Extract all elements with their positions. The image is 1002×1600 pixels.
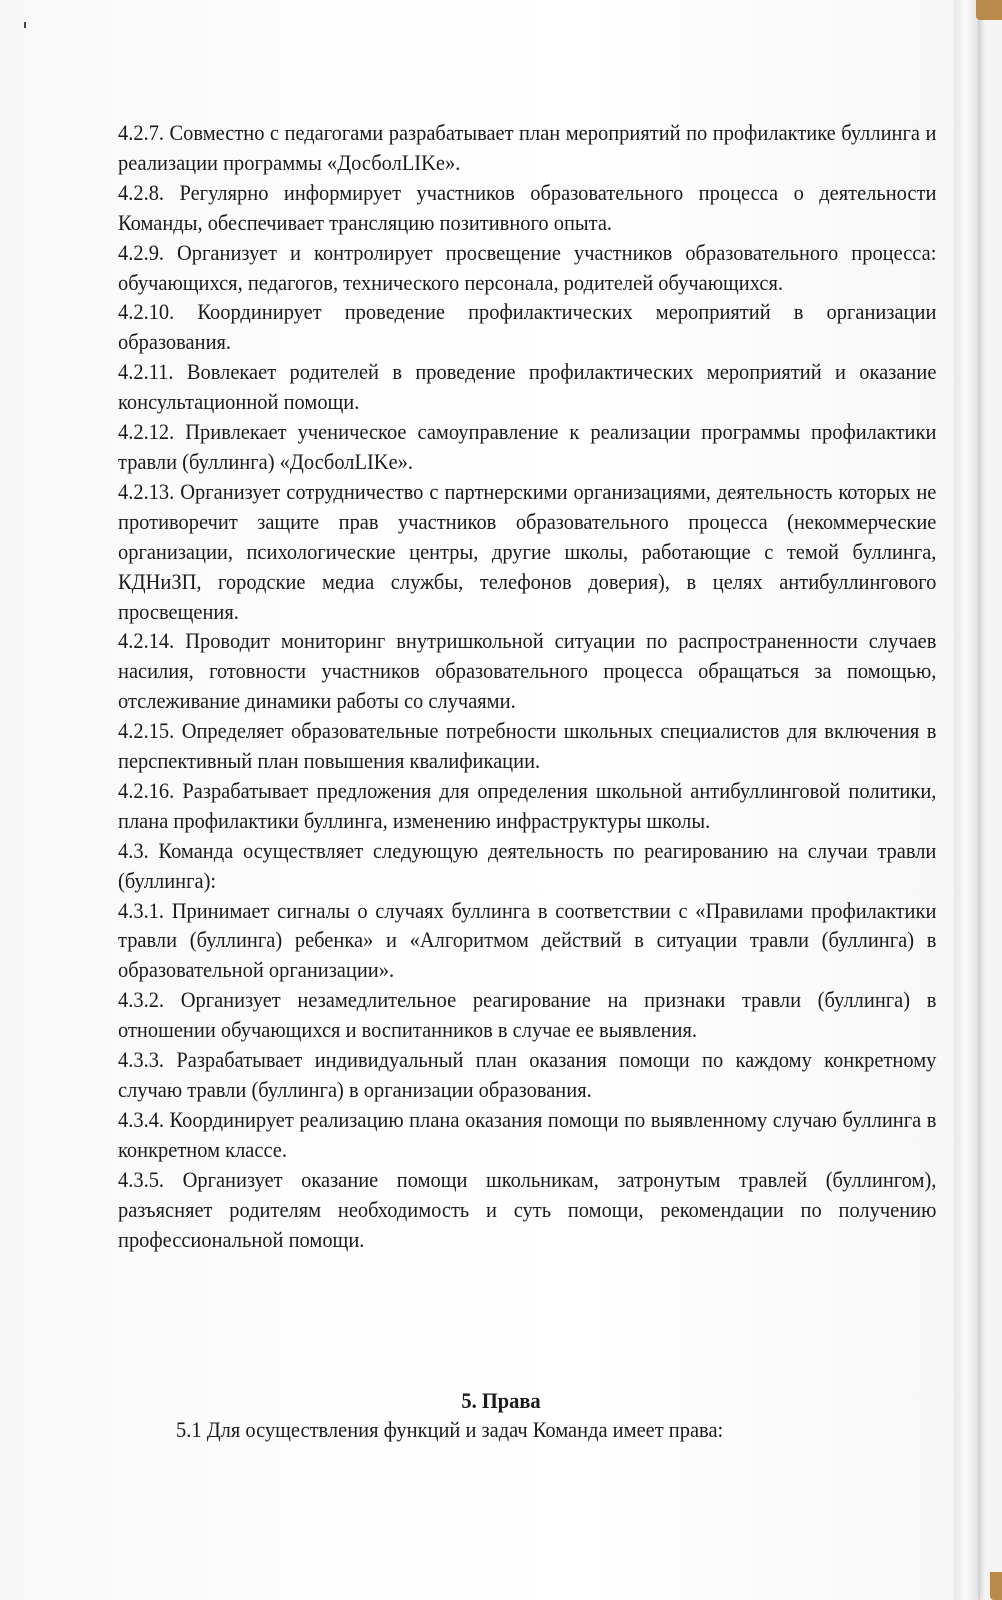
scan-mark	[24, 22, 26, 28]
paragraph-4-2-9: 4.2.9. Организует и контролирует просвещение участников образовательного процесса: обучающихся, педагогов, технического персонала, родителей обучающихся.	[118, 239, 937, 295]
paragraph-4-2-13: 4.2.13. Организует сотрудничество с партнерскими организациями, деятельность которых не противоречит защите прав участников образовательного процесса (некоммерческие организации, психологические центры, другие школы, работающие с темой буллинга, КДНиЗП, городские медиа службы, телефонов доверия), в целях антибуллингового просвещения.	[118, 478, 937, 624]
paragraph-4-2-7: 4.2.7. Совместно с педагогами разрабатывает план мероприятий по профилактике буллинга и реализации программы «ДосболLIKe».	[118, 120, 937, 175]
paragraph-4-2-11: 4.2.11. Вовлекает родителей в проведение профилактических мероприятий и оказание консультационной помощи.	[118, 359, 937, 415]
paragraph-4-3-1: 4.3.1. Принимает сигналы о случаях буллинга в соответствии с «Правилами профилактики травли (буллинга) ребенка» и «Алгоритмом действий в ситуации травли (буллинга) в образовательной организации».	[118, 897, 937, 983]
paragraph-4-2-16: 4.2.16. Разрабатывает предложения для определения школьной антибуллинговой политики, плана профилактики буллинга, изменению инфраструктуры школы.	[118, 777, 937, 833]
paragraph-4-3: 4.3. Команда осуществляет следующую деятельность по реагированию на случаи травли (буллинга):	[118, 837, 937, 893]
paragraph-4-3-4: 4.3.4. Координирует реализацию плана оказания помощи по выявленному случаю буллинга в конкретном классе.	[118, 1106, 937, 1162]
paragraph-4-2-15: 4.2.15. Определяет образовательные потребности школьных специалистов для включения в перспективный план повышения квалификации.	[118, 718, 937, 774]
paragraph-4-2-8: 4.2.8. Регулярно информирует участников образовательного процесса о деятельности Команды, обеспечивает трансляцию позитивного опыта.	[118, 179, 937, 235]
section-intro: 5.1 Для осуществления функций и задач Команда имеет права:	[176, 1417, 724, 1442]
page-corner-bottom	[990, 1572, 1002, 1600]
paragraph-4-3-3: 4.3.3. Разрабатывает индивидуальный план оказания помощи по каждому конкретному случаю травли (буллинга) в организации образования.	[118, 1047, 937, 1102]
page-edge	[954, 0, 978, 1600]
paragraph-4-3-5: 4.3.5. Организует оказание помощи школьникам, затронутым травлей (буллингом), разъясняет родителям необходимость и суть помощи, рекомендации по получению профессиональной помощи.	[118, 1166, 937, 1252]
section-heading: 5. Права	[461, 1388, 541, 1413]
paragraph-4-3-2: 4.3.2. Организует незамедлительное реагирование на признаки травли (буллинга) в отношении обучающихся и воспитанников в случае ее выявления.	[118, 987, 937, 1043]
page-corner-top	[976, 0, 1002, 20]
paragraph-4-2-14: 4.2.14. Проводит мониторинг внутришкольной ситуации по распространенности случаев насилия, готовности участников образовательного процесса обращаться за помощью, отслеживание динамики работы со случаями.	[118, 628, 937, 714]
paragraph-4-2-10: 4.2.10. Координирует проведение профилактических мероприятий в организации образования.	[118, 299, 937, 355]
document-body	[118, 118, 937, 1254]
paragraph-4-2-12: 4.2.12. Привлекает ученическое самоуправление к реализации программы профилактики травли (буллинга) «ДосболLIKe».	[118, 419, 937, 474]
